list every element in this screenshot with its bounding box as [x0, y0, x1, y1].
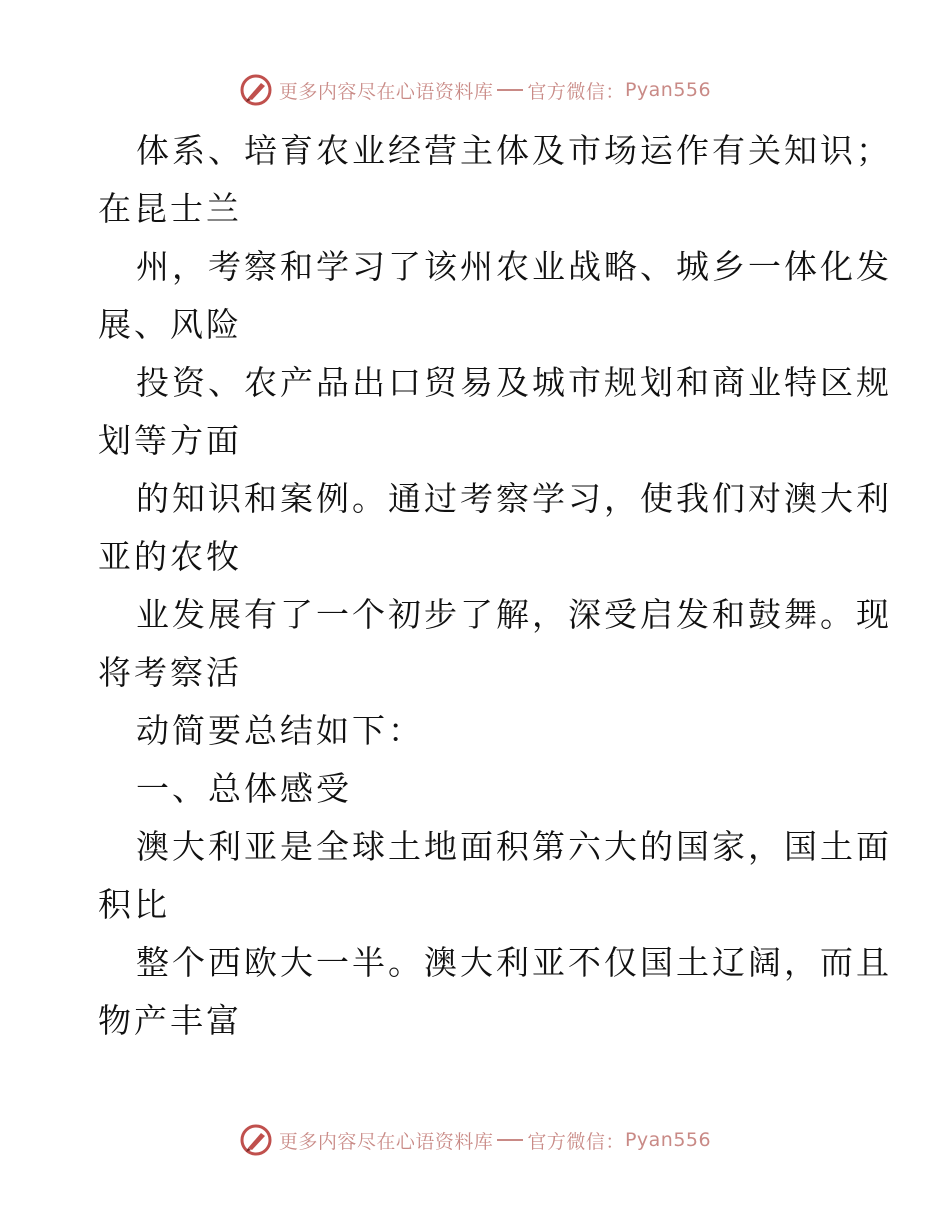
text-line: 的知识和案例。通过考察学习，使我们对澳大利 — [136, 479, 892, 518]
text-line: 积比 — [98, 885, 170, 924]
text-line: 澳大利亚是全球土地面积第六大的国家，国土面 — [136, 827, 892, 866]
section-heading: 一、总体感受 — [136, 769, 352, 808]
watermark-main-text: 更多内容尽在心语资料库 — [278, 1130, 494, 1153]
text-line: 亚的农牧 — [98, 537, 242, 576]
watermark-account: Pyan556 — [624, 79, 712, 101]
pen-logo-icon — [239, 73, 273, 107]
text-line: 投资、农产品出口贸易及城市规划和商业特区规 — [136, 363, 892, 402]
document-body — [98, 122, 892, 1050]
text-line: 划等方面 — [98, 421, 242, 460]
text-line: 在昆士兰 — [98, 189, 242, 228]
watermark-label: 官方微信： — [527, 1130, 625, 1153]
text-line: 动简要总结如下： — [136, 711, 424, 750]
text-line: 州，考察和学习了该州农业战略、城乡一体化发 — [136, 247, 892, 286]
watermark-dash — [497, 89, 523, 91]
text-line: 体系、培育农业经营主体及市场运作有关知识； — [136, 131, 892, 170]
text-line: 整个西欧大一半。澳大利亚不仅国土辽阔，而且 — [136, 943, 892, 982]
pen-logo-icon — [239, 1123, 273, 1157]
watermark-account: Pyan556 — [624, 1129, 712, 1151]
text-line: 物产丰富 — [98, 1001, 242, 1040]
watermark-dash — [497, 1139, 523, 1141]
header-watermark — [0, 70, 950, 110]
text-line: 将考察活 — [98, 653, 242, 692]
text-line: 业发展有了一个初步了解，深受启发和鼓舞。现 — [136, 595, 892, 634]
footer-watermark — [0, 1120, 950, 1160]
watermark-label: 官方微信： — [527, 80, 625, 103]
text-line: 展、风险 — [98, 305, 242, 344]
watermark-main-text: 更多内容尽在心语资料库 — [278, 80, 494, 103]
